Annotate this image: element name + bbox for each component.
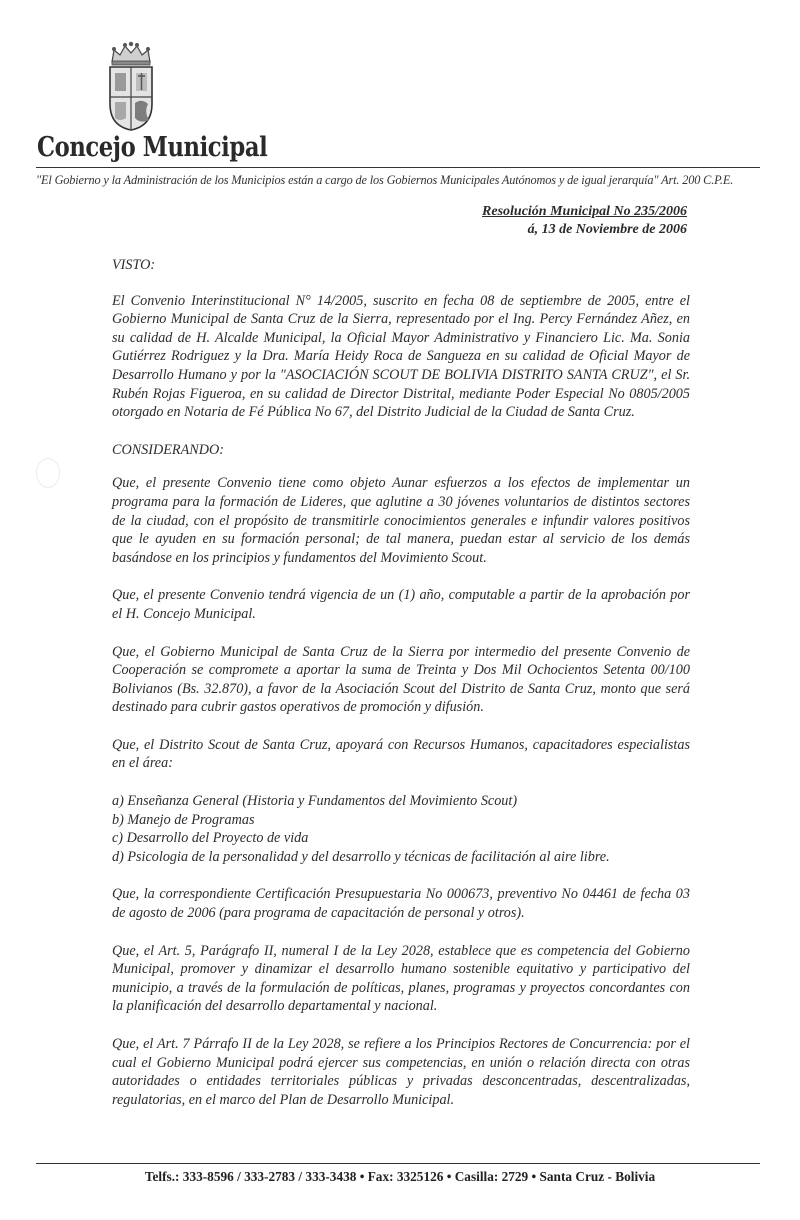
- considerando-paragraph: Que, el presente Convenio tendrá vigencia de un (1) año, computable a partir de la aprobación por el H. Concejo Municipal.: [112, 587, 690, 622]
- list-item: a) Enseñanza General (Historia y Fundamentos del Movimiento Scout): [112, 793, 518, 810]
- footer-contact: Telfs.: 333-8596 / 333-2783 / 333-3438 • Fax: 3325126 • Casilla: 2729 • Santa Cruz - Bolivia: [144, 1169, 656, 1184]
- considerando-paragraph: Que, el Art. 5, Parágrafo II, numeral I de la Ley 2028, establece que es competencia del Gobierno Municipal, promover y dinamizar el desarrollo humano sostenible equitativo y participativo del municipio, a través de la formulación de políticas, planes, programas y proyectos concordantes con la planificación del desarrollo departamental y nacional.: [112, 942, 690, 1015]
- list-item: c) Desarrollo del Proyecto de vida: [112, 830, 309, 847]
- header-divider: [36, 167, 760, 168]
- training-areas-list: [112, 792, 690, 866]
- visto-heading: VISTO:: [112, 257, 156, 273]
- considerando-paragraph: Que, el presente Convenio tiene como objeto Aunar esfuerzos a los efectos de implementar un programa para la formación de Lideres, que aglutine a 30 jóvenes voluntarios de distintos sectores de la ciudad, con el propósito de transmitirle conocimientos generales e infundir valores positivos que le ayuden en su formación personal; de tal manera, puedan estar al servicio de los demás basándose en los principios y fundamentos del Movimiento Scout.: [112, 475, 690, 566]
- visto-paragraph: El Convenio Interinstitucional N° 14/2005, suscrito en fecha 08 de septiembre de 2005, entre el Gobierno Municipal de Santa Cruz de la Sierra, representado por el Ing. Percy Fernández Añez, en su calidad de H. Alcalde Municipal, la Oficial Mayor Administrativo y Financiero Lic. Ma. Sonia Gutiérrez Rodriguez y la Dra. María Heidy Roca de Sangueza en su calidad de Oficial Mayor de Desarrollo Humano y por la "ASOCIACIÓN SCOUT DE BOLIVIA DISTRITO SANTA CRUZ", el Sr. Rubén Rojas Figueroa, en su calidad de Director Distrital, mediante Poder Especial No 0805/2005 otorgado en Notaria de Fé Pública No 67, del Distrito Judicial de la Ciudad de Santa Cruz.: [112, 292, 690, 421]
- footer-divider: [36, 1163, 760, 1164]
- resolution-body: [112, 256, 690, 1128]
- considerando-paragraph: Que, el Gobierno Municipal de Santa Cruz de la Sierra por intermedio del presente Convenio de Cooperación se compromete a aportar la suma de Treinta y Dos Mil Ochocientos Setenta 00/100 Bolivianos (Bs. 32.870), a favor de la Asociación Scout del Distrito de Santa Cruz, monto que será destinado para cubrir gastos operativos de promoción y difusión.: [112, 643, 690, 716]
- organization-name: Concejo Municipal: [37, 132, 268, 163]
- municipal-coat-of-arms-icon: [106, 40, 156, 132]
- punch-hole-mark: [36, 458, 60, 488]
- resolution-title: Resolución Municipal No 235/2006: [482, 204, 687, 219]
- list-item: b) Manejo de Programas: [112, 811, 255, 828]
- constitutional-motto: "El Gobierno y la Administración de los Municipios están a cargo de los Gobiernos Municipales Autónomos y de igual jerarquía" Art. 200 C.P.E.: [36, 173, 734, 187]
- resolution-date: á, 13 de Noviembre de 2006: [527, 222, 687, 237]
- considerando-heading: CONSIDERANDO:: [112, 441, 224, 458]
- considerando-paragraph: Que, el Distrito Scout de Santa Cruz, apoyará con Recursos Humanos, capacitadores especialistas en el área:: [112, 736, 690, 772]
- considerando-paragraph: Que, la correspondiente Certificación Presupuestaria No 000673, preventivo No 04461 de fecha 03 de agosto de 2006 (para programa de capacitación de personal y otros).: [112, 886, 690, 922]
- considerando-paragraph: Que, el Art. 7 Párrafo II de la Ley 2028, se refiere a los Principios Rectores de Concurrencia: por el cual el Gobierno Municipal podrá ejercer sus competencias, en unión o relación directa con otras autoridades o entidades territoriales públicas y privadas desconcentradas, descentralizadas, regulatorias, en el marco del Plan de Desarrollo Municipal.: [112, 1036, 690, 1108]
- list-item: d) Psicologia de la personalidad y del desarrollo y técnicas de facilitación al aire libre.: [112, 848, 610, 865]
